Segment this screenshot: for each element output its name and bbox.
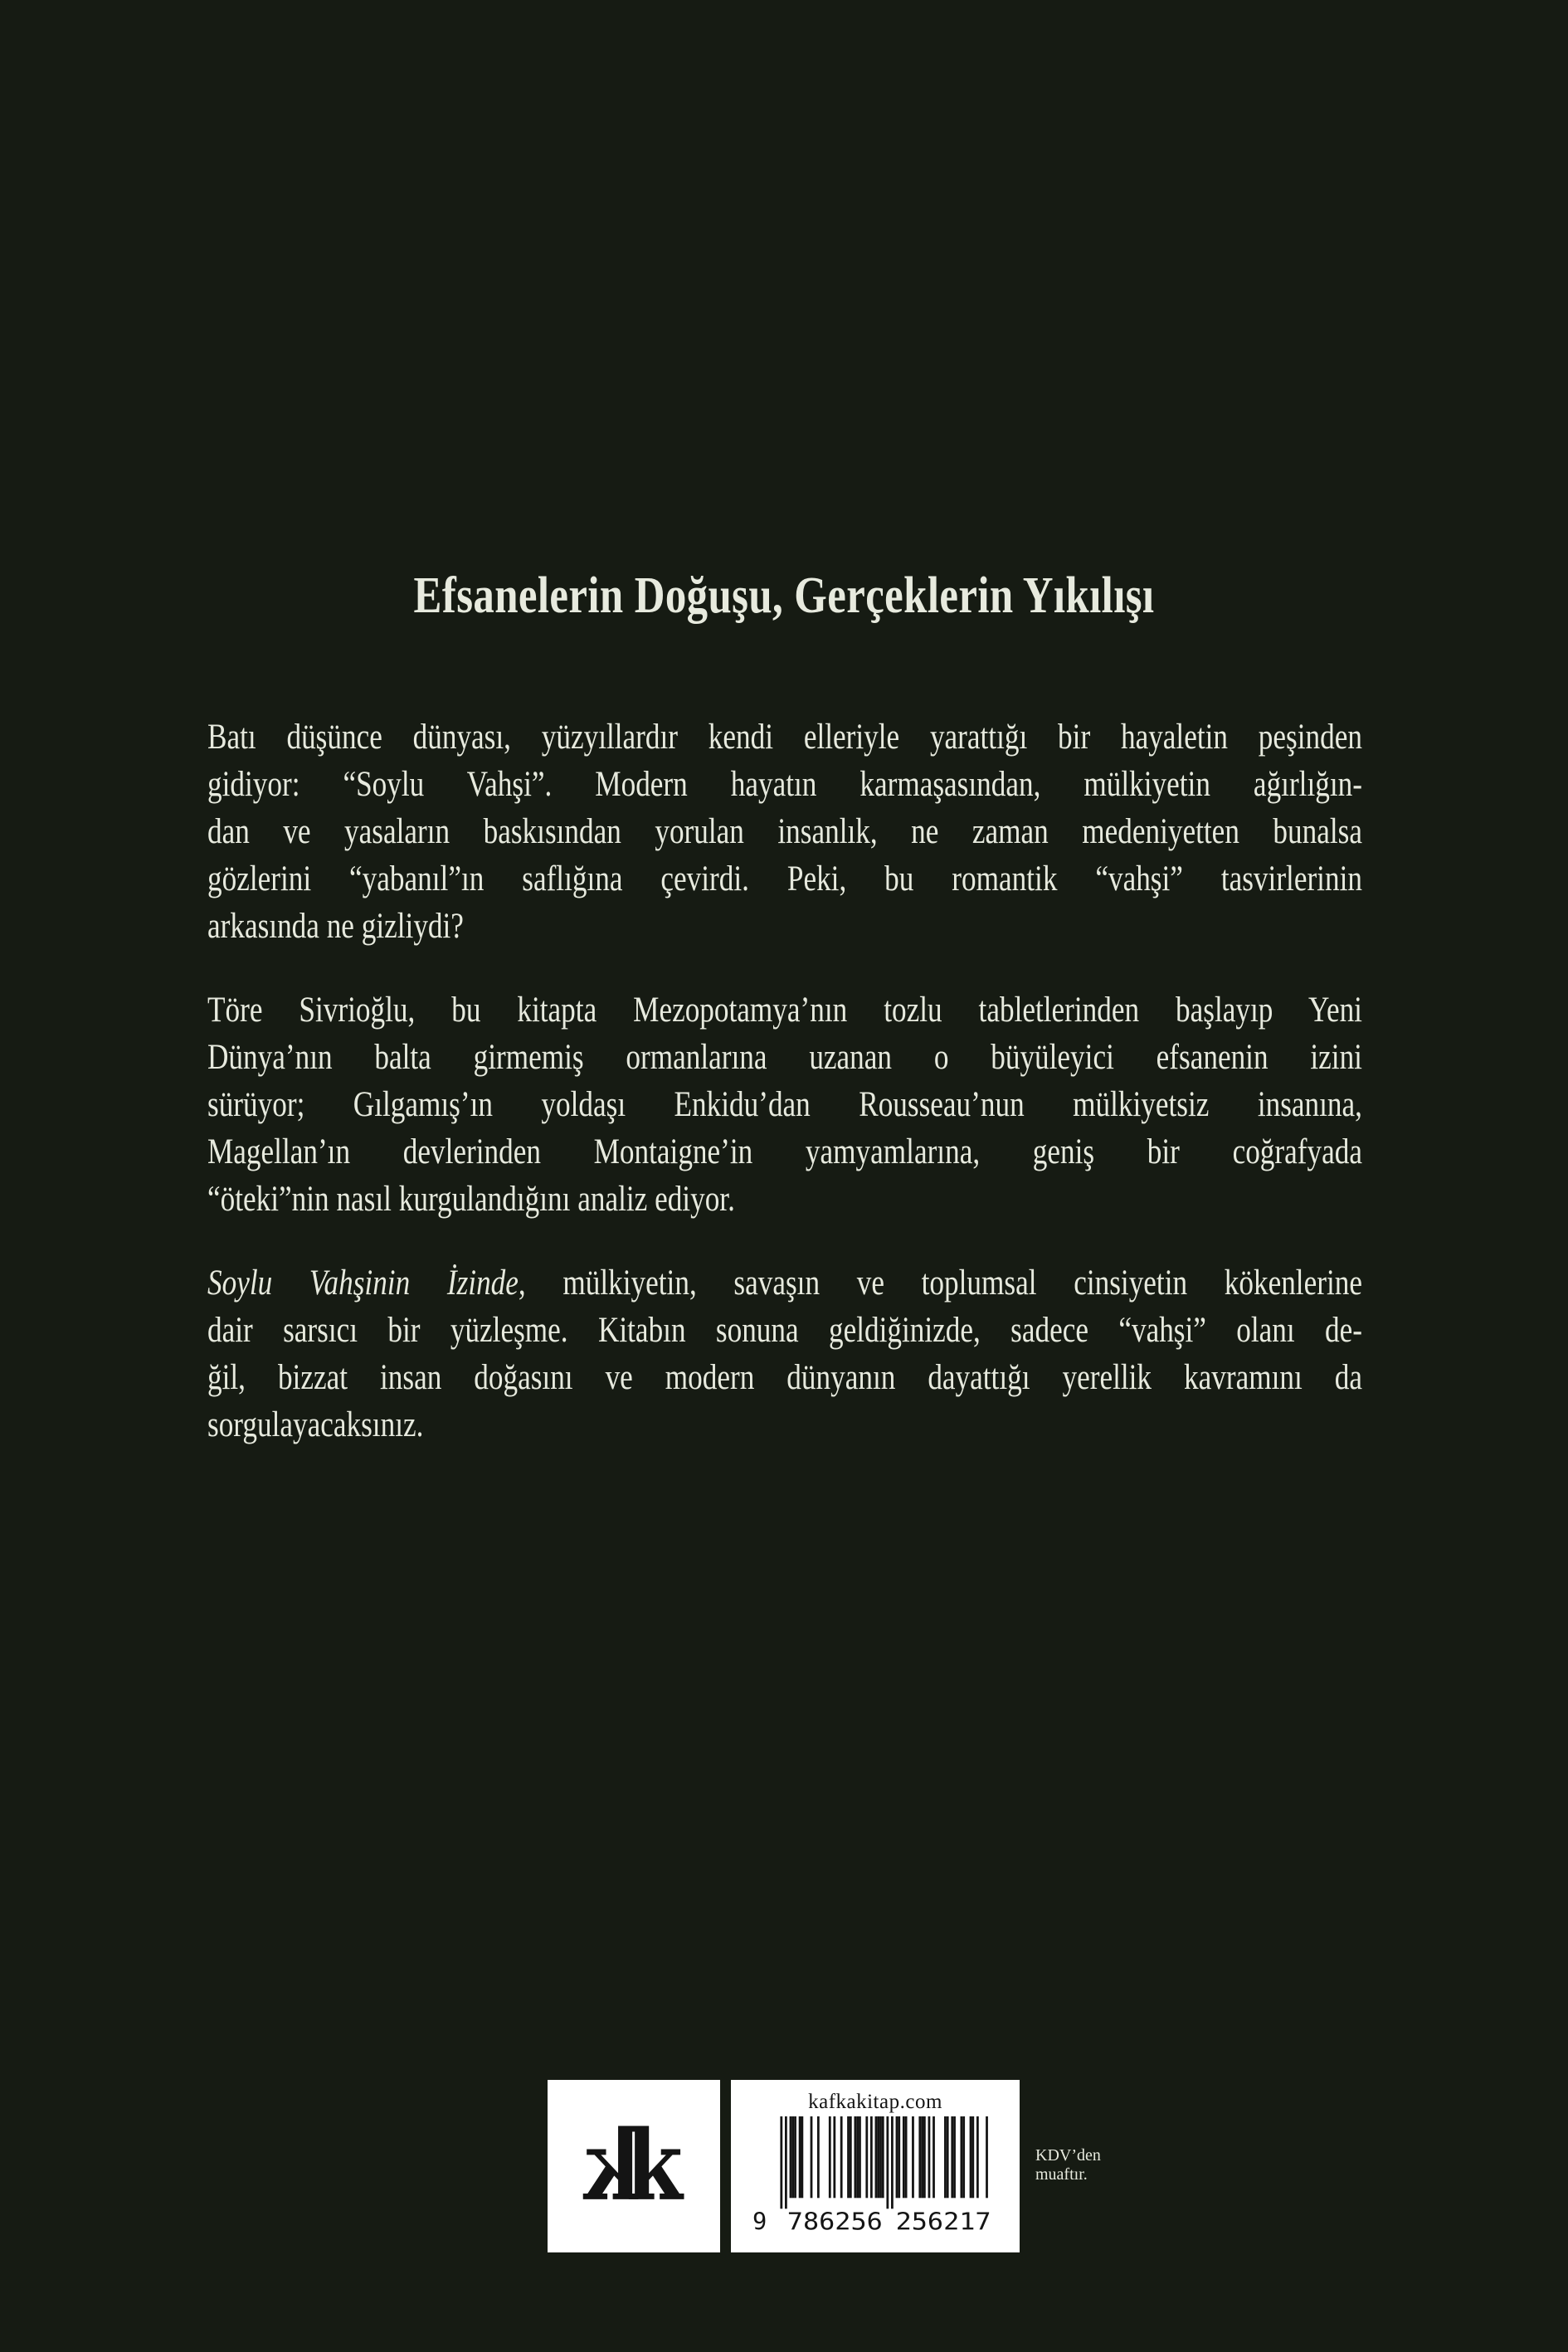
publisher-website: kafkakitap.com (808, 2091, 942, 2113)
blurb-line: dair sarsıcı bir yüzleşme. Kitabın sonuna geldiğinizde, sadece “vahşi” olanı de- (207, 1311, 1362, 1350)
blurb-line: Dünya’nın balta girmemiş ormanlarına uzanan o büyüleyici efsanenin izini (207, 1038, 1362, 1077)
blurb-line: “öteki”nin nasıl kurgulandığını analiz ediyor. (207, 1180, 735, 1219)
blurb-line: Magellan’ın devlerinden Montaigne’in yamyamlarına, geniş bir coğrafyada (207, 1132, 1362, 1171)
blurb-line: Soylu Vahşinin İzinde, mülkiyetin, savaşın ve toplumsal cinsiyetin kökenlerine (207, 1264, 1362, 1303)
blurb-line: sorgulayacaksınız. (207, 1405, 424, 1444)
blurb-line: ğil, bizzat insan doğasını ve modern dünyanın dayattığı yerellik kavramını da (207, 1358, 1362, 1397)
paragraph (207, 1259, 1362, 1449)
paragraph (207, 986, 1362, 1223)
back-cover-headline: Efsanelerin Doğuşu, Gerçeklerin Yıkılışı (413, 567, 1155, 624)
blurb-line: arkasında ne gizliydi? (207, 907, 464, 946)
blurb-line: dan ve yasaların baskısından yorulan insanlık, ne zaman medeniyetten bunalsa (207, 812, 1362, 851)
blurb (207, 713, 1362, 1485)
svg-text:256217: 256217 (895, 2207, 991, 2233)
blurb-line: sürüyor; Gılgamış’ın yoldaşı Enkidu’dan Rousseau’nun mülkiyetsiz insanına, (207, 1085, 1362, 1124)
book-title-italic: Soylu Vahşinin İzinde (207, 1264, 519, 1303)
barcode-box (731, 2080, 1020, 2252)
blurb-line: gidiyor: “Soylu Vahşi”. Modern hayatın karmaşasından, mülkiyetin ağırlığın- (207, 765, 1362, 804)
tax-note-line: KDV’den (1035, 2146, 1101, 2165)
tax-exemption-note (1035, 2146, 1101, 2184)
logo-letter-mirrored: k (584, 2110, 642, 2223)
paragraph (207, 713, 1362, 950)
ean13-barcode-icon (742, 2116, 1009, 2233)
blurb-line: Töre Sivrioğlu, bu kitapta Mezopotamya’nın tozlu tabletlerinden başlayıp Yeni (207, 991, 1362, 1030)
blurb-line: gözlerini “yabanıl”ın saflığına çevirdi. Peki, bu romantik “vahşi” tasvirlerinin (207, 859, 1362, 898)
tax-note-line: muaftır. (1035, 2165, 1088, 2184)
kafka-kitap-logo-icon (584, 2110, 684, 2223)
svg-text:9: 9 (752, 2207, 767, 2233)
logo-letter: k (626, 2110, 684, 2223)
publisher-logo-box (548, 2080, 720, 2252)
svg-text:786256: 786256 (786, 2207, 883, 2233)
blurb-line: Batı düşünce dünyası, yüzyıllardır kendi elleriyle yarattığı bir hayaletin peşinden (207, 718, 1362, 757)
